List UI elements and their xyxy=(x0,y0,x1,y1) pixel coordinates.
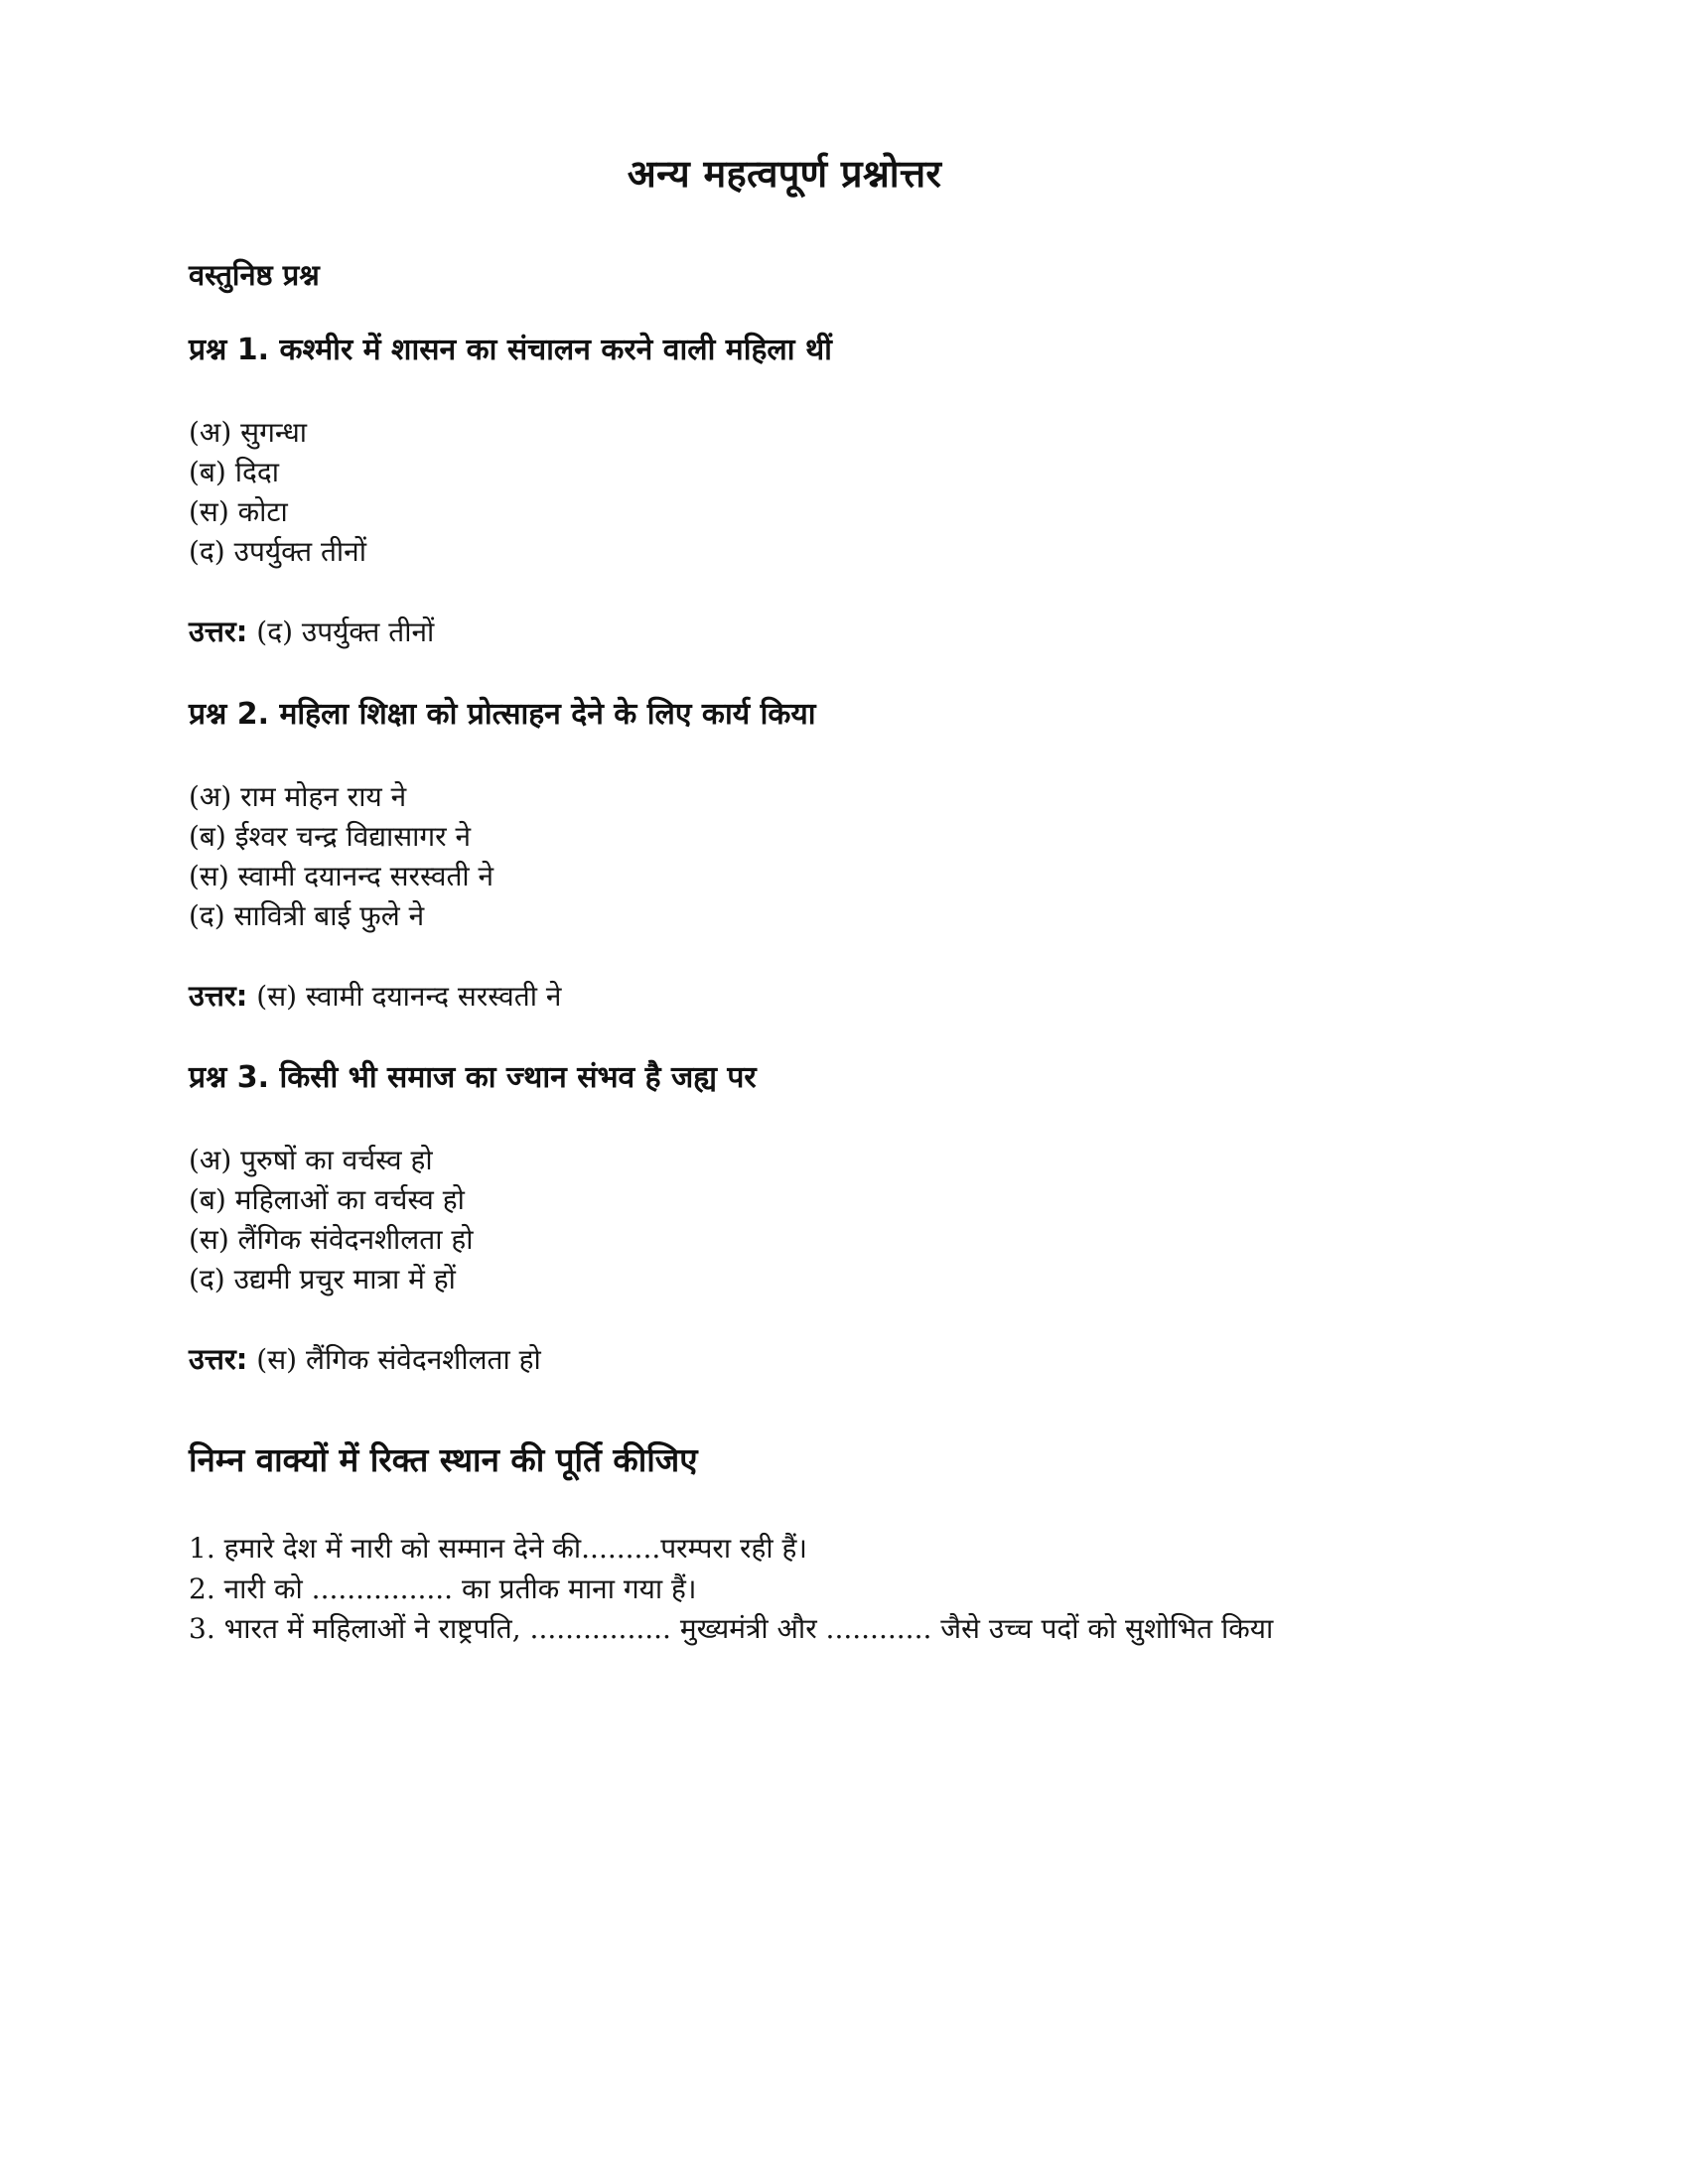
spacer xyxy=(189,572,1499,612)
blank-item: 2. नारी को ................ का प्रतीक माना गया हैं। xyxy=(189,1571,697,1605)
option-item[interactable]: (अ) राम मोहन राय ने xyxy=(189,779,407,813)
option-item[interactable]: (अ) पुरुषों का वर्चस्व हो xyxy=(189,1144,433,1177)
option-item[interactable]: (द) उपर्युक्त तीनों xyxy=(189,534,366,568)
spacer xyxy=(189,371,1499,413)
option-list-1 xyxy=(189,413,1499,572)
option-item[interactable]: (स) स्वामी दयानन्द सरस्वती ने xyxy=(189,859,494,892)
answer-line-3 xyxy=(189,1339,1499,1380)
section-heading-fill-in-the-blanks: निम्न वाक्यों में रिक्त स्थान की पूर्ति कीजिए xyxy=(189,1440,698,1480)
spacer xyxy=(189,652,1499,694)
option-item[interactable]: (ब) ईश्वर चन्द्र विद्यासागर ने xyxy=(189,819,472,853)
blank-item: 3. भारत में महिलाओं ने राष्ट्रपति, ................ मुख्यमंत्री और ............ जैसे उच्च पदों को सुशोभित किया xyxy=(189,1612,1274,1646)
question-block-1 xyxy=(189,330,1499,652)
option-item[interactable]: (स) कोटा xyxy=(189,494,288,528)
option-list-3 xyxy=(189,1141,1499,1299)
answer-label: उत्तर: xyxy=(189,978,248,1013)
page-title: अन्य महत्वपूर्ण प्रश्नोत्तर xyxy=(627,152,942,196)
question-text-2: प्रश्न 2. महिला शिक्षा को प्रोत्साहन देने के लिए कार्य किया xyxy=(189,696,816,732)
fill-in-the-blanks-block xyxy=(189,1437,1499,1650)
question-text-1: प्रश्न 1. कश्मीर में शासन का संचालन करने वाली महिला थीं xyxy=(189,332,832,367)
answer-line-2 xyxy=(189,976,1499,1017)
question-block-3 xyxy=(189,1057,1499,1380)
spacer xyxy=(189,936,1499,976)
option-item[interactable]: (ब) दिदा xyxy=(189,455,279,488)
spacer xyxy=(189,296,1499,330)
section-heading-objective-questions: वस्तुनिष्ठ प्रश्न xyxy=(189,258,320,293)
spacer xyxy=(189,1016,1499,1057)
answer-value: (स) स्वामी दयानन्द सरस्वती ने xyxy=(247,979,562,1013)
blank-item: 1. हमारे देश में नारी को सम्मान देने की.........परम्परा रही हैं। xyxy=(189,1532,807,1566)
spacer xyxy=(189,1099,1499,1141)
spacer xyxy=(189,1299,1499,1339)
answer-label: उत्तर: xyxy=(189,1342,248,1377)
option-list-2 xyxy=(189,777,1499,936)
spacer xyxy=(189,1483,1499,1529)
spacer xyxy=(189,1380,1499,1437)
option-item[interactable]: (ब) महिलाओं का वर्चस्व हो xyxy=(189,1183,465,1217)
answer-line-1 xyxy=(189,612,1499,652)
answer-value: (द) उपर्युक्त तीनों xyxy=(247,615,435,649)
option-item[interactable]: (द) सावित्री बाई फुले ने xyxy=(189,898,425,932)
answer-value: (स) लैंगिक संवेदनशीलता हो xyxy=(247,1343,541,1377)
question-block-2 xyxy=(189,694,1499,1017)
option-item[interactable]: (स) लैंगिक संवेदनशीलता हो xyxy=(189,1223,474,1257)
answer-label: उत्तर: xyxy=(189,614,248,649)
option-item[interactable]: (अ) सुगन्धा xyxy=(189,415,308,449)
spacer xyxy=(189,200,1499,255)
question-text-3: प्रश्न 3. किसी भी समाज का ज्थान संभव है जह्य पर xyxy=(189,1060,757,1096)
spacer xyxy=(189,736,1499,777)
option-item[interactable]: (द) उद्यमी प्रचुर मात्रा में हों xyxy=(189,1263,456,1297)
